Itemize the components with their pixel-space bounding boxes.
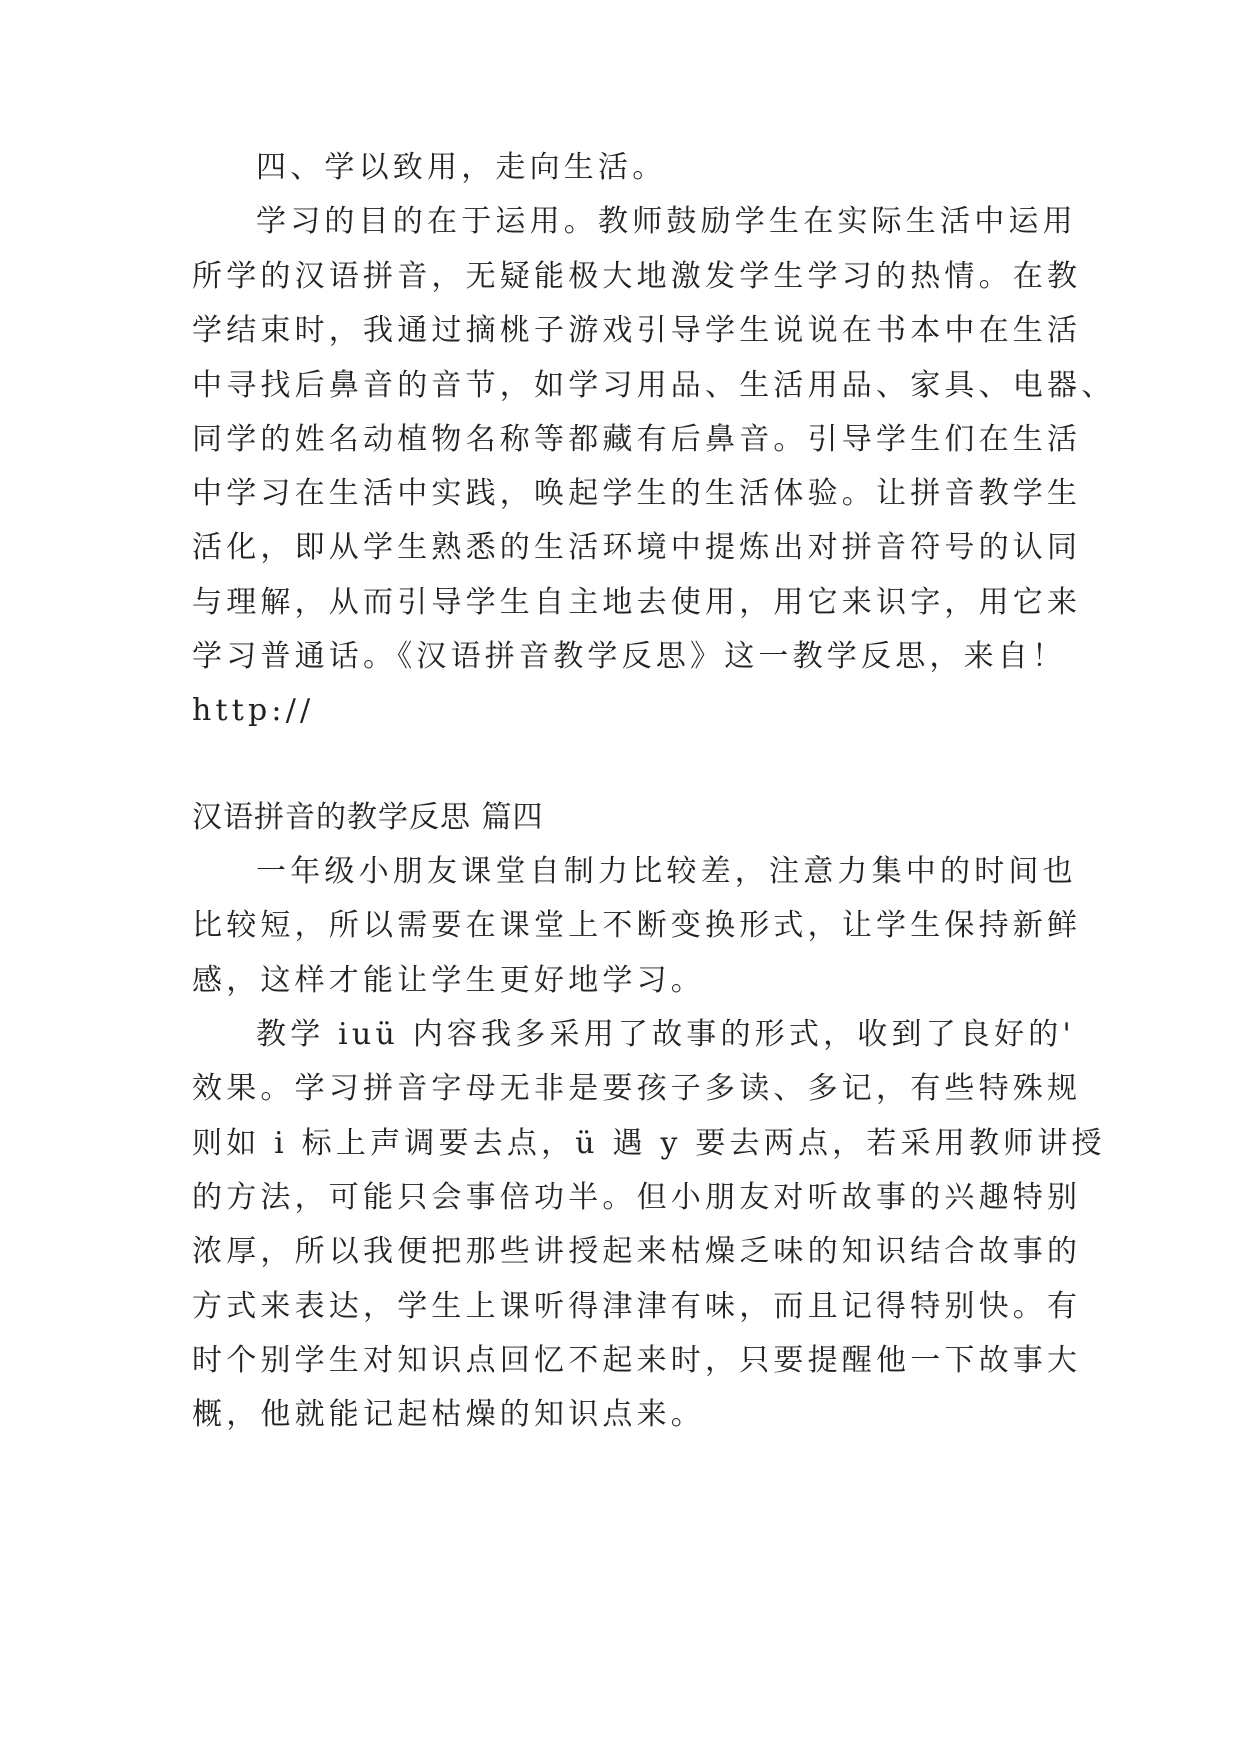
paragraph-line: 中寻找后鼻音的音节，如学习用品、生活用品、家具、电器、 (192, 368, 1116, 403)
paragraph-line: 时个别学生对知识点回忆不起来时，只要提醒他一下故事大 (192, 1343, 1082, 1378)
paragraph-line: 一年级小朋友课堂自制力比较差，注意力集中的时间也 (256, 854, 1077, 889)
paragraph-line: 的方法，可能只会事倍功半。但小朋友对听故事的兴趣特别 (192, 1180, 1082, 1215)
paragraph-line: 所学的汉语拼音，无疑能极大地激发学生学习的热情。在教 (192, 259, 1082, 294)
paragraph-line: 概，他就能记起枯燥的知识点来。 (192, 1397, 705, 1432)
paragraph-line: 感，这样才能让学生更好地学习。 (192, 963, 705, 998)
source-link: http:// (192, 693, 315, 728)
paragraph-line: 中学习在生活中实践，唤起学生的生活体验。让拼音教学生 (192, 476, 1082, 511)
paragraph-line: 与理解，从而引导学生自主地去使用，用它来识字，用它来 (192, 585, 1082, 620)
paragraph-line: 学习的目的在于运用。教师鼓励学生在实际生活中运用 (256, 204, 1077, 239)
paragraph-line: 教学 iuü 内容我多采用了故事的形式，收到了良好的' (256, 1017, 1075, 1052)
paragraph-line: 学习普通话。《汉语拼音教学反思》这一教学反思，来自！ (192, 639, 1067, 674)
article-title: 汉语拼音的教学反思 篇四 (192, 800, 544, 835)
paragraph-line: 浓厚，所以我便把那些讲授起来枯燥乏味的知识结合故事的 (192, 1234, 1082, 1269)
paragraph-line: 方式来表达，学生上课听得津津有味，而且记得特别快。有 (192, 1289, 1082, 1324)
paragraph-line: 活化，即从学生熟悉的生活环境中提炼出对拼音符号的认同 (192, 530, 1082, 565)
paragraph-line: 比较短，所以需要在课堂上不断变换形式，让学生保持新鲜 (192, 908, 1082, 943)
paragraph-line: 同学的姓名动植物名称等都藏有后鼻音。引导学生们在生活 (192, 422, 1082, 457)
paragraph-line: 则如 i 标上声调要去点，ü 遇 y 要去两点，若采用教师讲授 (192, 1126, 1106, 1161)
section-heading: 四、学以致用，走向生活。 (256, 150, 667, 185)
paragraph-line: 学结束时，我通过摘桃子游戏引导学生说说在书本中在生活 (192, 313, 1082, 348)
paragraph-line: 效果。学习拼音字母无非是要孩子多读、多记，有些特殊规 (192, 1071, 1082, 1106)
